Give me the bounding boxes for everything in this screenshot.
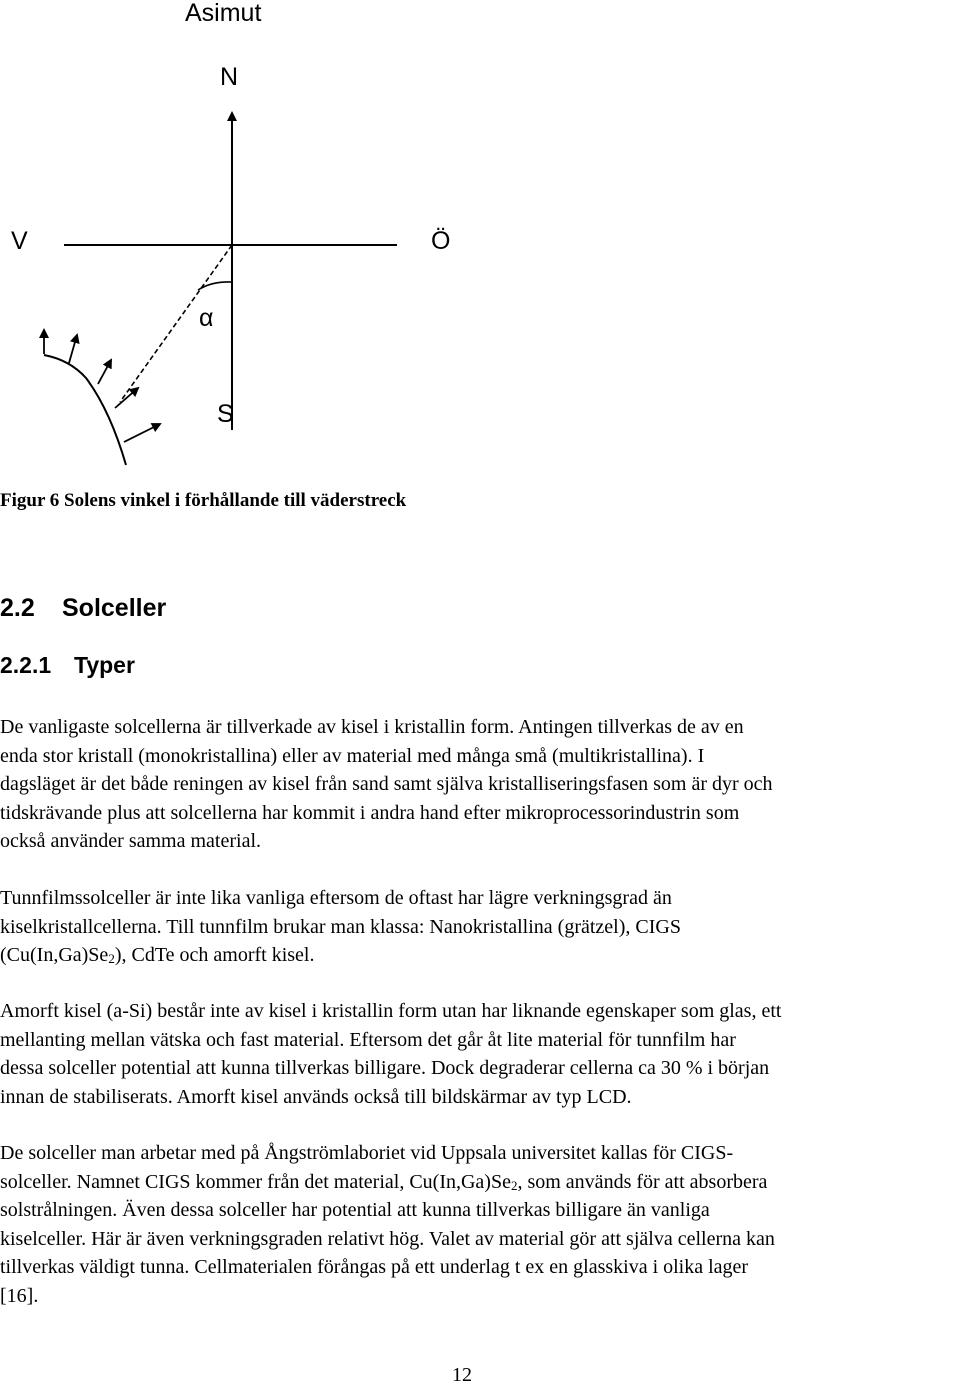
paragraph-line: enda stor kristall (monokristallina) eller av material med många små (multikristallina). I: [0, 744, 705, 767]
paragraph-line: [16].: [0, 1284, 39, 1307]
text-fragment: (Cu(In,Ga)Se: [0, 944, 109, 967]
paragraph-line: solstrålningen. Även dessa solceller har potential att kunna tillverkas billigare än vanliga: [0, 1199, 710, 1222]
sun-ray-arrow: [69, 335, 77, 363]
paragraph-line: [0, 941, 958, 970]
south-label: S: [217, 400, 234, 428]
sun-direction-dashed-line: [120, 245, 232, 402]
paragraph-line: dessa solceller potential att kunna tillverkas billigare. Dock degraderar cellerna ca 30 % i början: [0, 1057, 770, 1080]
east-label: Ö: [431, 227, 451, 255]
text-fragment: , som används för att absorbera: [517, 1170, 768, 1193]
paragraph-line: dagsläget är det både reningen av kisel från sand samt själva kristalliseringsfasen som är dyr och: [0, 773, 773, 796]
page-number: 12: [452, 1364, 472, 1386]
paragraph-line: Tunnfilmssolceller är inte lika vanliga eftersom de oftast har lägre verkningsgrad än: [0, 887, 672, 909]
section-number: 2.2: [0, 594, 35, 622]
paragraph-line: innan de stabiliserats. Amorft kisel används också till bildskärmar av typ LCD.: [0, 1085, 632, 1108]
paragraph-line: Amorft kisel (a-Si) består inte av kisel i kristallin form utan har liknande egenskaper som glas, ett: [0, 1000, 782, 1022]
paragraph-line: kiselkristallcellerna. Till tunnfilm brukar man klassa: Nanokristallina (grätzel), CIGS: [0, 915, 681, 938]
sun-ray-arrow: [124, 424, 160, 442]
paragraph-1: [0, 713, 958, 856]
section-heading: [0, 594, 166, 623]
paragraph-line: [0, 1168, 958, 1197]
west-label: V: [11, 227, 28, 255]
subsection-title: Typer: [74, 652, 135, 678]
text-fragment: solceller. Namnet CIGS kommer från det material, Cu(In,Ga)Se: [0, 1170, 511, 1193]
subscript: 2: [108, 951, 115, 967]
subsection-number: 2.2.1: [0, 652, 52, 678]
paragraph-line: De vanligaste solcellerna är tillverkade av kisel i kristallin form. Antingen tillverkas de av en: [0, 716, 744, 738]
subscript: 2: [510, 1177, 518, 1193]
angle-alpha-label: α: [199, 304, 214, 332]
paragraph-line: tidskrävande plus att solcellerna har kommit i andra hand efter mikroprocessorindustrin som: [0, 801, 740, 824]
sun-ray-arrow: [115, 388, 138, 408]
figure-caption: Figur 6 Solens vinkel i förhållande till väderstreck: [0, 490, 407, 511]
paragraph-line: tillverkas väldigt tunna. Cellmaterialen förångas på ett underlag t ex en glasskiva i olika lager: [0, 1256, 749, 1279]
sun-ray-arrow: [98, 360, 111, 384]
figure-title: Asimut: [185, 0, 262, 27]
paragraph-line: mellanting mellan vätska och fast material. Eftersom det går åt lite material för tunnfilm har: [0, 1028, 736, 1051]
paragraph-3: [0, 997, 958, 1111]
sun-path-arc: [44, 355, 126, 465]
paragraph-4: [0, 1139, 958, 1311]
paragraph-line: kiselceller. Här är även verkningsgraden relativt hög. Valet av material gör att själva cellerna kan: [0, 1227, 775, 1250]
paragraph-line: De solceller man arbetar med på Ångströmlaboriet vid Uppsala universitet kallas för CIGS-: [0, 1142, 734, 1164]
azimuth-diagram: [0, 0, 960, 480]
section-title: Solceller: [62, 594, 167, 622]
paragraph-line: också använder samma material.: [0, 830, 261, 853]
paragraph-2: [0, 884, 958, 970]
text-fragment: ), CdTe och amorft kisel.: [114, 944, 315, 967]
north-label: N: [220, 63, 239, 91]
subsection-heading: [0, 652, 135, 679]
